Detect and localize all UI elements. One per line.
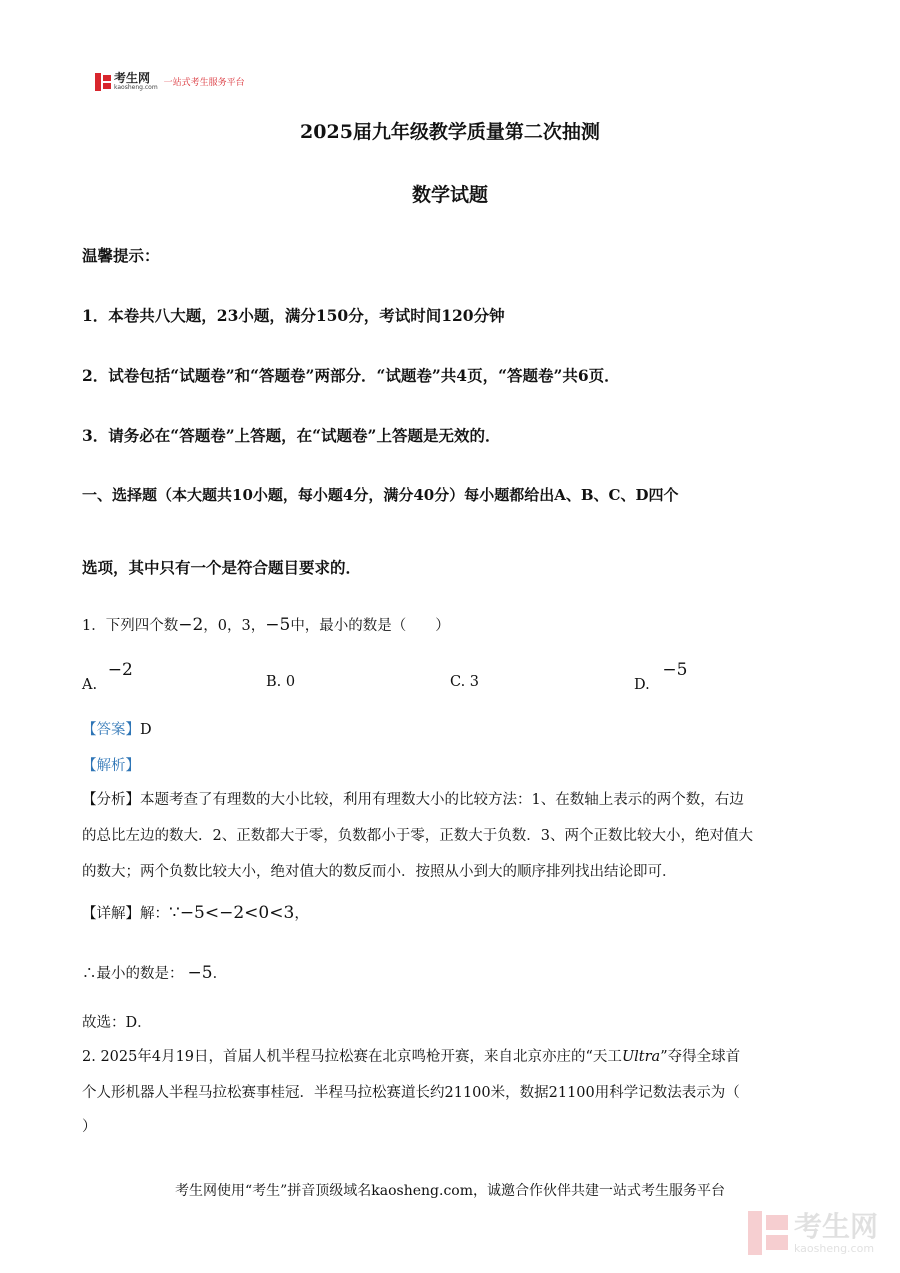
option-c: C. 3 [450,674,480,690]
tips-heading: 温馨提示： [82,246,160,265]
q1-number: −5 [265,615,291,635]
logo-icon [95,73,111,91]
watermark-icon [748,1211,788,1255]
answer-tag: 【答案】 [82,722,140,738]
tip-item: 2．试卷包括“试题卷”和“答题卷”两部分．“试题卷”共4页，“答题卷”共6页． [82,366,620,385]
analysis-line: 的数大；两个负数比较大小，绝对值大的数反而小．按照从小到大的顺序排列找出结论即可． [82,864,677,880]
option-b: B. 0 [266,674,296,690]
tip-item: 1．本卷共八大题，23小题，满分150分，考试时间120分钟 [82,306,505,325]
logo-name: 考生网 [114,71,151,85]
section-heading: 一、选择题（本大题共10小题，每小题4分，满分40分）每小题都给出A、B、C、D四个 [82,486,679,504]
detail-math: ∵−5<−2<0<3 [169,903,295,923]
option-d: D. −5 [634,660,688,693]
analysis-tag: 【解析】 [82,758,140,774]
answer-line [82,718,152,739]
page-title: 2025届九年级教学质量第二次抽测 [300,121,600,143]
answer-value: D [140,722,152,738]
conclusion-line: ∴最小的数是： −5 ． [82,963,228,983]
option-a: A. −2 [82,660,133,693]
header-logo [95,72,245,91]
logo-slogan: 一站式考生服务平台 [163,78,245,88]
question-2-stem-cont: 个人形机器人半程马拉松赛事桂冠．半程马拉松赛道长约21100米，数据21100用科学记数法表示为（ [82,1085,740,1101]
choice-line: 故选：D． [82,1015,152,1031]
q1-number: −2 [178,615,204,635]
analysis-line: 的总比左边的数大．2、正数都大于零，负数都小于零，正数大于负数．3、两个正数比较大小，绝对值大 [82,828,753,844]
page-footer: 考生网使用“考生”拼音顶级域名kaosheng.com，诚邀合作伙伴共建一站式考生服务平台 [174,1183,726,1199]
section-heading-cont: 选项，其中只有一个是符合题目要求的． [82,558,362,577]
tip-item: 3．请务必在“答题卷”上答题，在“试题卷”上答题是无效的． [82,426,501,445]
detail-line: 【详解】解： ∵−5<−2<0<3 ， [82,903,309,923]
page-subtitle: 数学试题 [411,184,488,206]
question-2-stem-cont: ） [82,1119,97,1135]
ultra-text: Ultra [621,1049,661,1065]
question-1-stem: 1．下列四个数 −2 ，0，3， −5 中，最小的数是（ ） [82,615,450,635]
analysis-line: 【分析】本题考查了有理数的大小比较，利用有理数大小的比较方法：1、在数轴上表示的两个数，右边 [82,792,744,808]
question-2-stem: 2. 2025年4月19日，首届人机半程马拉松赛在北京鸣枪开赛，来自北京亦庄的“天工Ultra”夺得全球首 [82,1049,741,1065]
logo-domain: kaosheng.com [114,84,158,91]
watermark-logo: 考生网 kaosheng.com [748,1211,878,1255]
